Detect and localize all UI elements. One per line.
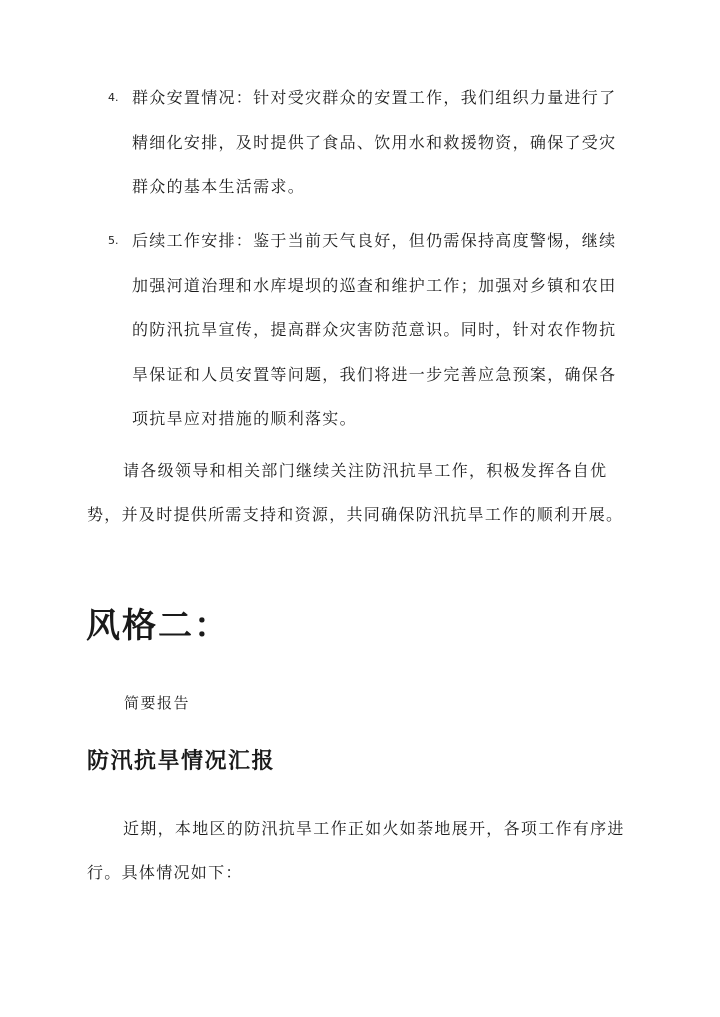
intro-paragraph: 近期，本地区的防汛抗旱工作正如火如荼地展开，各项工作有序进行。具体情况如下： [87, 819, 625, 882]
report-title: 防汛抗旱情况汇报 [87, 748, 276, 774]
list-item-4 [108, 76, 628, 210]
list-number: 4. [108, 91, 119, 104]
list-item-text: 后续工作安排：鉴于当前天气良好，但仍需保持高度警惕，继续加强河道治理和水库堤坝的巡查和维护工作；加强对乡镇和农田的防汛抗旱宣传，提高群众灾害防范意识。同时，针对农作物抗旱保证和人员安置等问题，我们将进一步完善应急预案，确保各项抗旱应对措施的顺利落实。 [132, 231, 617, 428]
list-item-text: 群众安置情况：针对受灾群众的安置工作，我们组织力量进行了精细化安排，及时提供了食品、饮用水和救援物资，确保了受灾群众的基本生活需求。 [132, 88, 617, 196]
list-number: 5. [108, 234, 119, 247]
list-item-5 [108, 219, 628, 442]
closing-paragraph: 请各级领导和相关部门继续关注防汛抗旱工作，积极发挥各自优势，并及时提供所需支持和资源，共同确保防汛抗旱工作的顺利开展。 [87, 461, 624, 524]
subtitle: 简要报告 [124, 694, 191, 712]
style-heading: 风格二： [86, 606, 230, 646]
